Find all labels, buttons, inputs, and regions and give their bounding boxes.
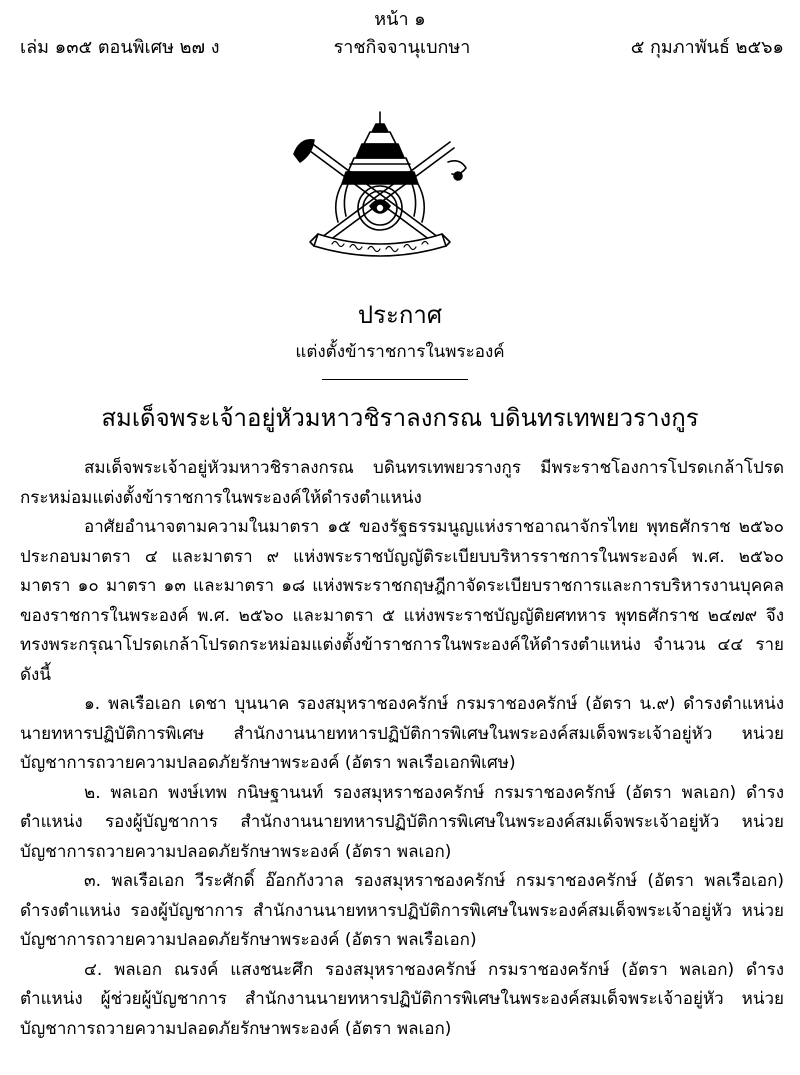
appointment-item-text: ๑. พลเรือเอก เดชา บุนนาค รองสมุหราชองครักษ์ กรมราชองครักษ์ (อัตรา น.๙) ดำรงตำแหน่ง นายทหารปฏิบัติการพิเศษ สำนักงานนายทหารปฏิบัติการพิเศษในพระองค์สมเด็จพระเจ้าอยู่หัว หน่วยบัญชาการถวายความปลอดภัยรักษาพระองค์ (อัตรา พลเรือเอกพิเศษ) bbox=[20, 694, 784, 773]
paragraph-authority-text: อาศัยอำนาจตามความในมาตรา ๑๕ ของรัฐธรรมนูญแห่งราชอาณาจักรไทย พุทธศักราช ๒๕๖๐ ประกอบมาตรา ๔ และมาตรา ๙ แห่งพระราชบัญญัติระเบียบบริหารราชการในพระองค์ พ.ศ. ๒๕๖๐ มาตรา ๑๐ มาตรา ๑๓ และมาตรา ๑๘ แห่งพระราชกฤษฎีกาจัดระเบียบราชการและการบริหารงานบุคคลของราชการในพระองค์ พ.ศ. ๒๕๖๐ และมาตรา ๕ แห่งพระราชบัญญัติยศทหาร พุทธศักราช ๒๔๗๙ จึงทรงพระกรุณาโปรดเกล้าโปรดกระหม่อมแต่งตั้งข้าราชการในพระองค์ให้ดำรงตำแหน่ง จำนวน ๔๔ ราย ดังนี้ bbox=[20, 517, 784, 685]
appointment-item bbox=[20, 867, 784, 956]
announcement-subtitle: แต่งตั้งข้าราชการในพระองค์ bbox=[295, 342, 505, 362]
appointment-item-text: ๔. พลเอก ณรงค์ แสงชนะศึก รองสมุหราชองครักษ์ กรมราชองครักษ์ (อัตรา พลเอก) ดำรงตำแหน่ง ผู้ช่วยผู้บัญชาการ สำนักงานนายทหารปฏิบัติการพิเศษในพระองค์สมเด็จพระเจ้าอยู่หัว หน่วยบัญชาการถวายความปลอดภัยรักษาพระองค์ (อัตรา พลเอก) bbox=[20, 959, 784, 1039]
appointment-item bbox=[20, 779, 784, 868]
announcement-body bbox=[20, 454, 784, 1044]
appointment-item bbox=[20, 690, 784, 779]
appointment-item-text: ๓. พลเรือเอก วีระศักดิ์ อ๊อกกังวาล รองสมุหราชองครักษ์ กรมราชองครักษ์ (อัตรา พลเรือเอก) ดำรงตำแหน่ง รองผู้บัญชาการ สำนักงานนายทหารปฏิบัติการพิเศษในพระองค์สมเด็จพระเจ้าอยู่หัว หน่วยบัญชาการถวายความปลอดภัยรักษาพระองค์ (อัตรา พลเรือเอก) bbox=[20, 871, 784, 950]
gazette-name: ราชกิจจานุเบกษา bbox=[333, 37, 471, 58]
paragraph-authority bbox=[20, 513, 784, 690]
royal-emblem-icon bbox=[288, 110, 472, 260]
volume-issue: เล่ม ๑๓๕ ตอนพิเศษ ๒๗ ง bbox=[20, 37, 220, 58]
appointment-item bbox=[20, 956, 784, 1045]
paragraph-intro-text: สมเด็จพระเจ้าอยู่หัวมหาวชิราลงกรณ บดินทรเทพยวรางกูร มีพระราชโองการโปรดเกล้าโปรดกระหม่อมแต่งตั้งข้าราชการในพระองค์ให้ดำรงตำแหน่ง bbox=[20, 458, 784, 508]
page-number: หน้า ๑ bbox=[374, 9, 426, 30]
announcement-title: ประกาศ bbox=[357, 301, 443, 329]
publication-date: ๕ กุมภาพันธ์ ๒๕๖๑ bbox=[630, 37, 784, 58]
appointment-item-text: ๒. พลเอก พงษ์เทพ กนิษฐานนท์ รองสมุหราชองครักษ์ กรมราชองครักษ์ (อัตรา พลเอก) ดำรงตำแหน่ง รองผู้บัญชาการ สำนักงานนายทหารปฏิบัติการพิเศษในพระองค์สมเด็จพระเจ้าอยู่หัว หน่วยบัญชาการถวายความปลอดภัยรักษาพระองค์ (อัตรา พลเอก) bbox=[20, 782, 784, 862]
paragraph-intro bbox=[20, 454, 784, 513]
king-name: สมเด็จพระเจ้าอยู่หัวมหาวชิราลงกรณ บดินทรเทพยวรางกูร bbox=[101, 404, 699, 432]
title-divider bbox=[322, 379, 468, 380]
